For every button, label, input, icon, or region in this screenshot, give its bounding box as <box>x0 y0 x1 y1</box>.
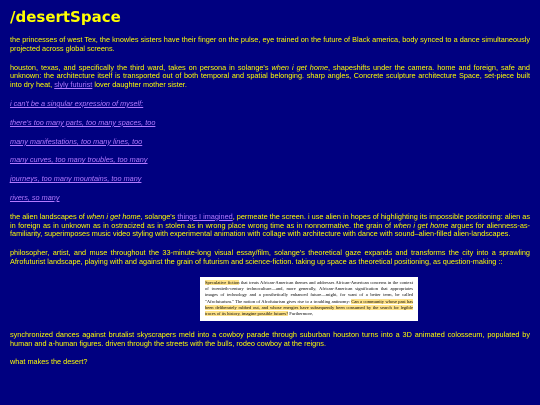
afrofuturism-excerpt-image <box>200 277 418 321</box>
lyric-link-3[interactable]: many manifestations, too many lines, too <box>10 136 143 146</box>
things-imagined-link[interactable]: things I imagined <box>177 211 233 221</box>
dances-paragraph: synchronized dances against brutalist skyscrapers meld into a cowboy parade through suburban houston turns into a 3D animated colosseum, populated by human and a-human figures. driven through the streets with the bulls, rodeo cowboy at the reigns. <box>10 329 530 348</box>
lyric-link-1[interactable]: i can't be a singular expression of myself: <box>10 98 144 108</box>
highlighted-text: Speculative fiction <box>205 279 240 285</box>
slyly-futurist-link[interactable]: slyly futurist <box>54 80 93 90</box>
text-span: the alien landscapes of <box>10 211 87 221</box>
text-span: , solange's <box>140 211 178 221</box>
houston-paragraph <box>10 64 530 90</box>
philosopher-paragraph: philosopher, artist, and muse throughout the 33-minute-long visual essay/film, solange's theoretical gaze expands and transforms the city into a sprawling Afrofuturist landscape, playing with and against the grain of futurism and science-fiction. taking up space as theoretical positioning, as question-making :: <box>10 248 530 266</box>
album-title: when i get home <box>271 62 329 72</box>
lyric-link-6[interactable]: rivers, so many <box>10 192 60 202</box>
text-span: , shapeshifts under the camera. home and foreign, safe and unknown: the architecture itself is transported out of both temporal and spatial belonging. sharp angles, Concrete sculpture architecture Space, set-piece built into dry heat, <box>10 62 530 90</box>
lyric-line <box>10 194 530 203</box>
excerpt-text: Furthermore, <box>288 311 314 317</box>
text-span: argues for alienness-as-familiarity, superimposes music video styling with experimental animation with collage with architecture with dance with sound–alien-filled alien-landscapes. <box>10 220 530 239</box>
lyric-line <box>10 119 530 128</box>
page-title: /desertSpace <box>10 8 121 26</box>
lyric-line <box>10 100 530 109</box>
closing-question: what makes the desert? <box>10 357 88 367</box>
lyric-link-4[interactable]: many curves, too many troubles, too many <box>10 155 148 165</box>
lyric-line <box>10 156 530 165</box>
album-title: when i get home <box>86 211 141 221</box>
lyric-line <box>10 175 530 184</box>
lyric-line <box>10 138 530 147</box>
excerpt-text: that treats African-American themes and addresses African-American concerns in the context of twentieth-century technoculture—and, more generally, African-American signification that appropriates images of technology and a prosthetically enhanced future—might, for want of a better term, be called "Afrofuturism." The notion of Afrofuturism gives rise to a troubling antinomy: <box>205 279 413 304</box>
lyric-link-5[interactable]: journeys, too many mountains, too many <box>10 174 142 184</box>
text-span: , permeate the screen. i use alien in hopes of highlighting its impossible positioning: alien as in foreign as in unknown as in ostracized as in stolen as in wrong place wrong time as in nonnormative. the grain of <box>10 211 531 230</box>
album-title: when i get home <box>393 220 449 230</box>
alien-landscapes-paragraph <box>10 213 530 239</box>
text-span: lover daughter mother sister. <box>92 80 187 90</box>
text-span: houston, texas, and specifically the third ward, takes on persona in solange's <box>10 62 272 72</box>
lyric-link-2[interactable]: there's too many parts, too many spaces, too <box>10 117 156 127</box>
highlighted-text: Can a community whose past has been deliberately rubbed out, and whose energies have subsequently been consumed by the search for legible traces of its history, imagine possible futures? <box>205 298 414 317</box>
intro-paragraph: the princesses of west Tex, the knowles sisters have their finger on the pulse, eye trained on the future of Black america, body synced to a dance simultaneously projected across global screens. <box>10 35 530 53</box>
